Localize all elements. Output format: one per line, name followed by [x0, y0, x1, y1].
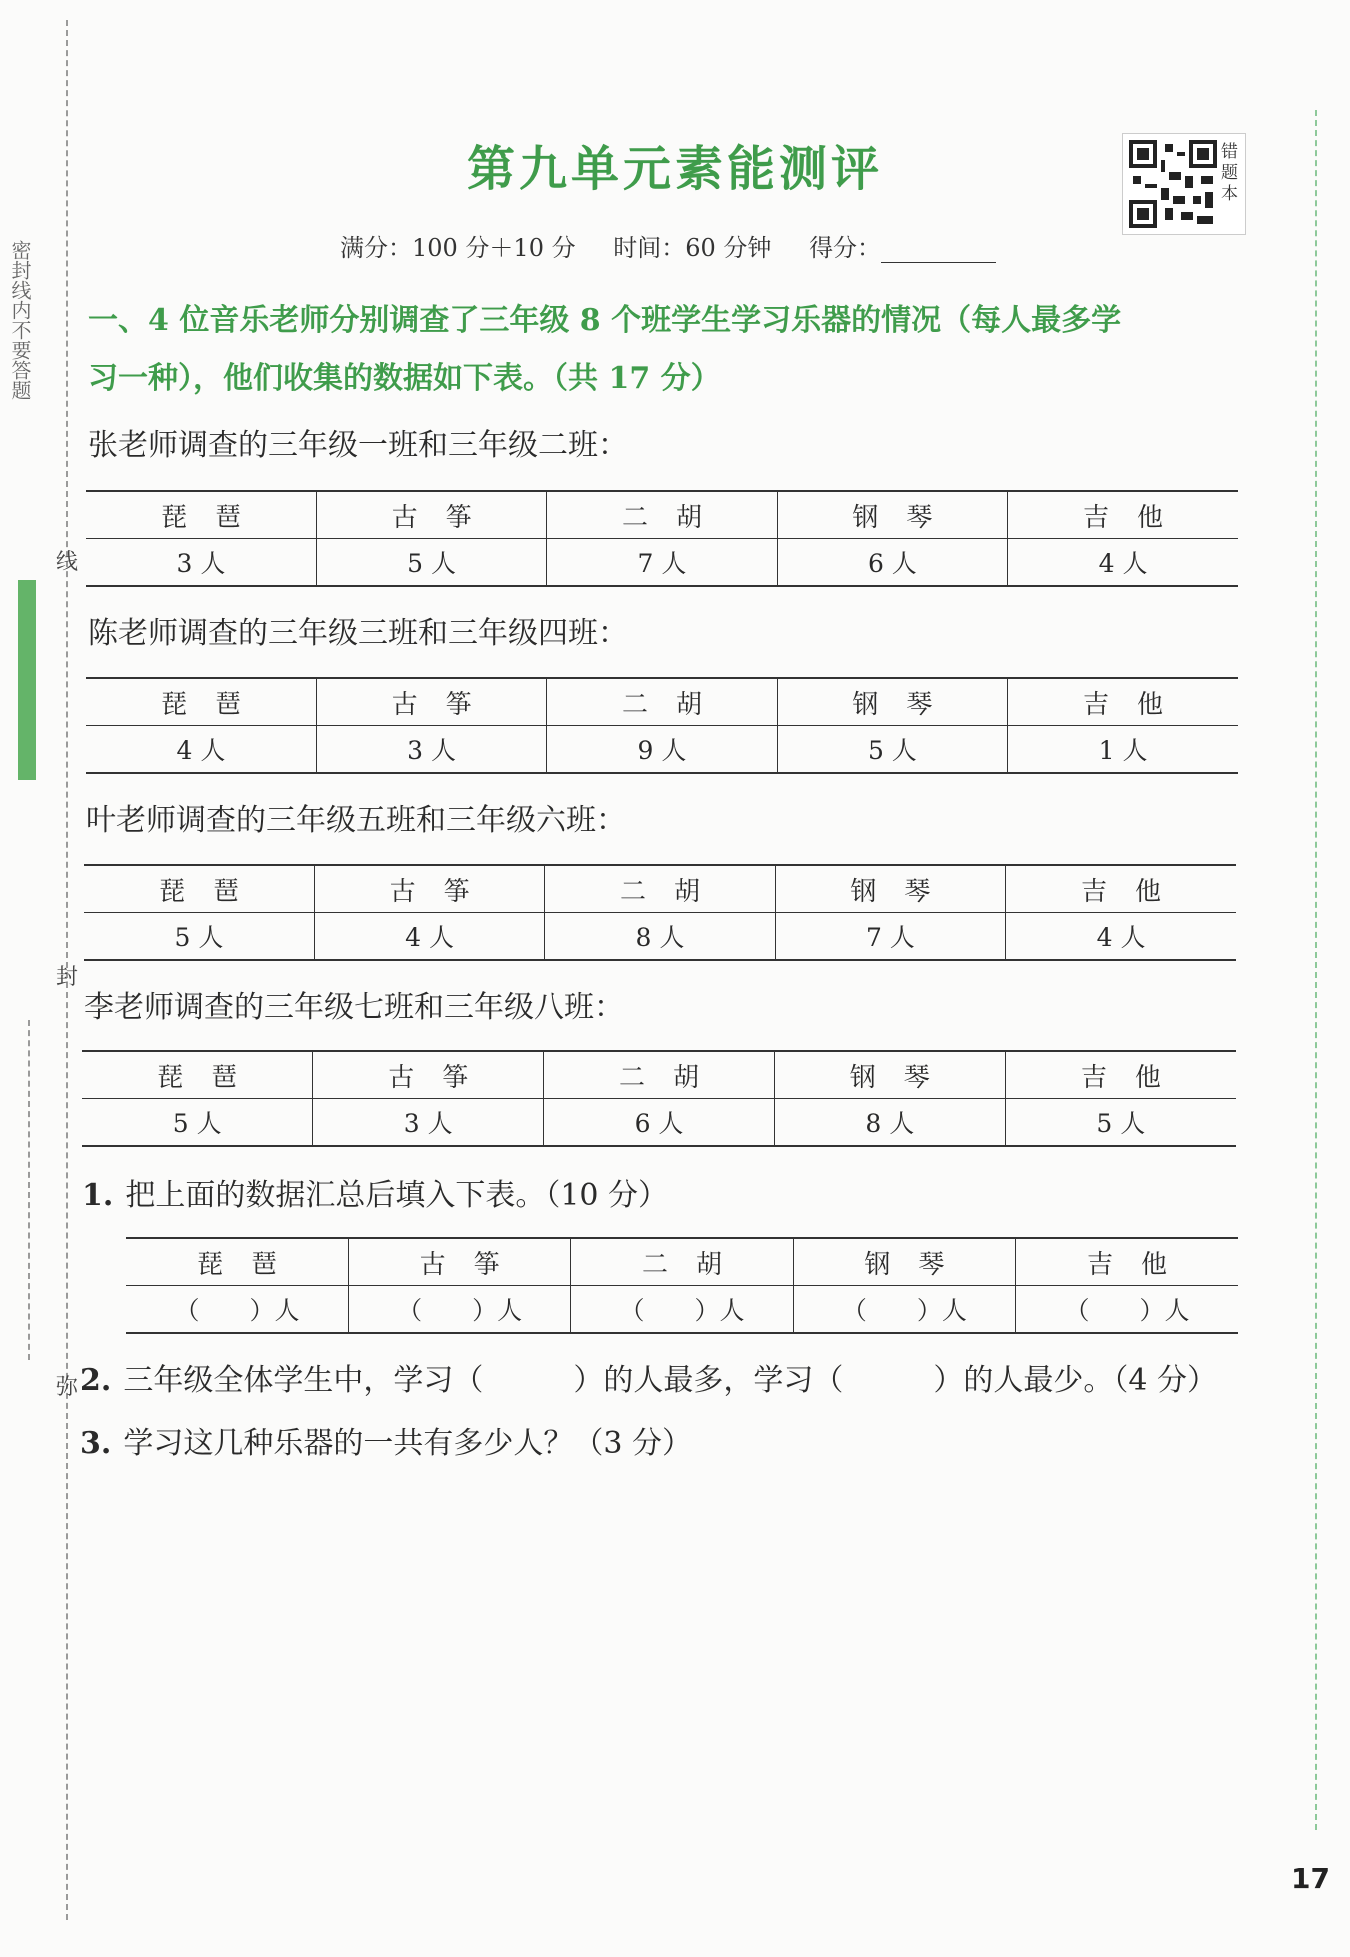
instrument-header: 钢琴 [793, 1238, 1015, 1286]
count-cell: 8 人 [545, 913, 775, 961]
page-number: 17 [1291, 1862, 1330, 1895]
instrument-header: 二胡 [544, 1051, 775, 1099]
instrument-header: 吉他 [1008, 678, 1238, 726]
count-cell: 5 人 [1005, 1099, 1236, 1147]
count-cell: 3 人 [316, 726, 546, 774]
instrument-header: 古筝 [348, 1238, 570, 1286]
instrument-header: 琵琶 [86, 491, 316, 539]
instrument-header: 吉他 [1016, 1238, 1238, 1286]
sub-question-1-number: 1. [82, 1178, 114, 1213]
count-cell: 5 人 [316, 539, 546, 587]
survey-table [82, 1050, 1236, 1147]
instrument-header: 吉他 [1006, 865, 1236, 913]
answer-blank[interactable]: （ ）人 [174, 1296, 300, 1325]
instrument-header: 琵琶 [84, 865, 314, 913]
count-cell: 7 人 [547, 539, 777, 587]
qr-label: 错题本 [1221, 142, 1238, 204]
survey-caption: 叶老师调查的三年级五班和三年级六班： [86, 803, 626, 838]
full-score: 满分：100 分＋10 分 [340, 234, 576, 262]
instrument-header: 钢琴 [775, 865, 1005, 913]
summary-table [126, 1237, 1238, 1334]
sub-question-3 [80, 1418, 692, 1462]
answer-blank[interactable]: （ ）人 [571, 1286, 793, 1334]
answer-blank[interactable]: （ ）人 [793, 1286, 1015, 1334]
qr-code-icon [1129, 140, 1217, 228]
count-cell: 7 人 [775, 913, 1005, 961]
page-title: 第九单元素能测评 [466, 141, 883, 197]
instrument-header: 古筝 [316, 678, 546, 726]
score-label: 得分： [809, 234, 882, 262]
binding-margin [0, 0, 79, 1957]
count-cell: 3 人 [313, 1099, 544, 1147]
count-cell: 4 人 [1006, 913, 1236, 961]
question-1-line-2: 习一种），他们收集的数据如下表。（共 17 分） [88, 361, 721, 396]
answer-blank[interactable]: （ ）人 [348, 1286, 570, 1334]
count-cell: 4 人 [176, 736, 226, 765]
instrument-header: 钢琴 [777, 678, 1007, 726]
answer-blank[interactable]: （ ）人 [1016, 1286, 1238, 1334]
count-cell: 5 人 [777, 726, 1007, 774]
question-1-line-1: 一、4 位音乐老师分别调查了三年级 8 个班学生学习乐器的情况（每人最多学 [88, 303, 1122, 338]
instrument-header: 二胡 [545, 865, 775, 913]
sub-question-3-text: 学习这几种乐器的一共有多少人？（3 分） [123, 1426, 692, 1461]
instrument-header: 钢琴 [774, 1051, 1005, 1099]
survey-table [86, 677, 1238, 774]
binding-label: 密封线内不要答题 [8, 240, 32, 400]
count-cell: 4 人 [1008, 539, 1238, 587]
instrument-header: 古筝 [313, 1051, 544, 1099]
instrument-header: 古筝 [316, 491, 546, 539]
score-blank[interactable] [881, 234, 996, 263]
instrument-header: 二胡 [571, 1238, 793, 1286]
binding-char-line: 线 [56, 550, 79, 575]
binding-char-mi: 弥 [56, 1375, 79, 1400]
count-cell: 3 人 [176, 549, 226, 578]
sub-question-1 [82, 1170, 668, 1214]
instrument-header: 琵琶 [86, 678, 316, 726]
survey-caption: 陈老师调查的三年级三班和三年级四班： [88, 616, 628, 651]
survey-table [84, 864, 1236, 961]
count-cell: 8 人 [774, 1099, 1005, 1147]
sub-question-2 [80, 1355, 1217, 1399]
binding-char-seal: 封 [56, 965, 79, 990]
name-field-line [28, 1020, 30, 1360]
qr-code-box[interactable] [1122, 133, 1246, 235]
instrument-header: 吉他 [1005, 1051, 1236, 1099]
instrument-header: 钢琴 [777, 491, 1007, 539]
count-cell: 6 人 [544, 1099, 775, 1147]
count-cell: 6 人 [777, 539, 1007, 587]
count-cell: 9 人 [547, 726, 777, 774]
count-cell: 4 人 [314, 913, 544, 961]
instrument-header: 琵琶 [82, 1051, 313, 1099]
right-dash-line [1315, 110, 1317, 1830]
sub-question-2-number: 2. [80, 1363, 112, 1398]
count-cell: 1 人 [1008, 726, 1238, 774]
count-cell: 5 人 [174, 923, 224, 952]
sub-question-2-text[interactable]: 三年级全体学生中，学习（ ）的人最多，学习（ ）的人最少。（4 分） [123, 1363, 1217, 1398]
instrument-header: 二胡 [547, 678, 777, 726]
score-line [340, 228, 1026, 263]
survey-table [86, 490, 1238, 587]
sub-question-3-number: 3. [80, 1426, 112, 1461]
instrument-header: 古筝 [314, 865, 544, 913]
instrument-header: 琵琶 [126, 1238, 348, 1286]
instrument-header: 二胡 [547, 491, 777, 539]
survey-caption: 张老师调查的三年级一班和三年级二班： [88, 428, 628, 463]
sub-question-1-text: 把上面的数据汇总后填入下表。（10 分） [125, 1178, 669, 1213]
time-limit: 时间：60 分钟 [613, 234, 772, 262]
count-cell: 5 人 [172, 1109, 222, 1138]
survey-caption: 李老师调查的三年级七班和三年级八班： [84, 990, 624, 1025]
binding-green-mark [18, 580, 36, 780]
instrument-header: 吉他 [1008, 491, 1238, 539]
